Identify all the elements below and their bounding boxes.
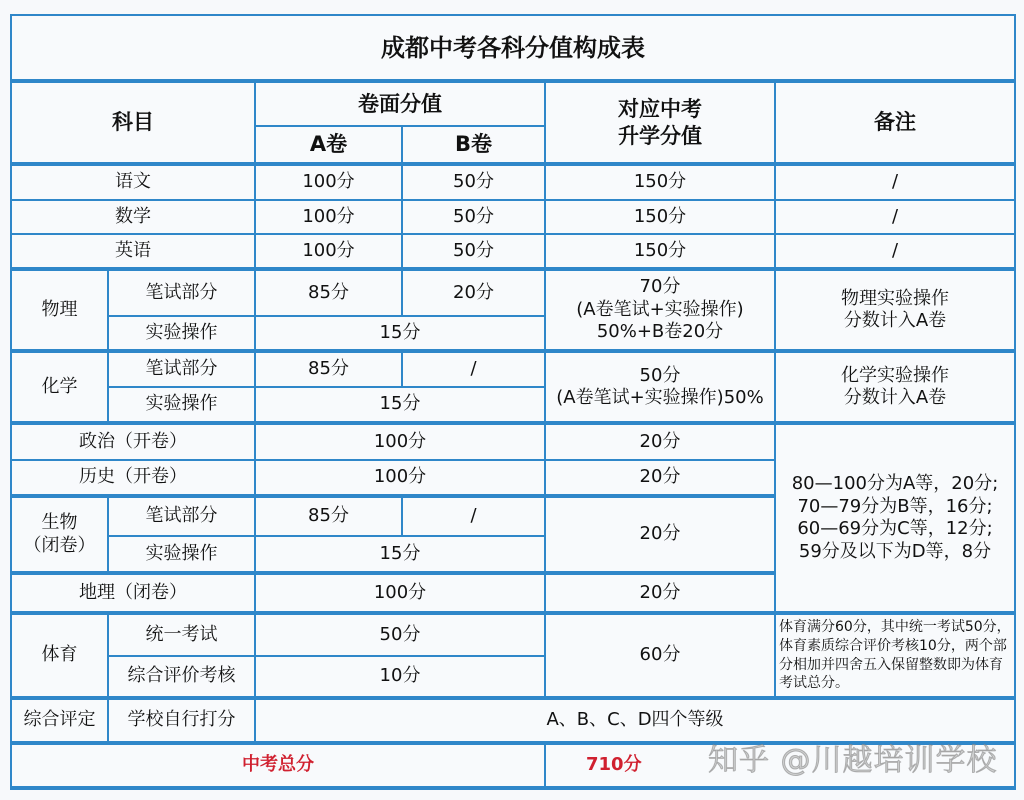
b-score: 20分 [402,269,545,316]
written-label: 笔试部分 [108,269,255,316]
header-subject: 科目 [11,81,255,164]
assessment-score: 10分 [255,656,545,698]
admission-score: 20分 [545,573,775,613]
admission-score: 60分 [545,613,775,698]
header-admission-score: 对应中考 升学分值 [545,81,775,164]
admission-score: 150分 [545,200,775,234]
lab-score: 15分 [255,536,545,573]
header-remarks: 备注 [775,81,1015,164]
a-score: 85分 [255,496,402,536]
a-score: 85分 [255,351,402,387]
a-score: 100分 [255,164,402,200]
table-row [11,269,1015,316]
total-label: 中考总分 [11,743,545,788]
table-title: 成都中考各科分值构成表 [11,15,1015,81]
remark: 物理实验操作 分数计入A卷 [775,269,1015,351]
b-score: / [402,496,545,536]
subject-cell: 语文 [11,164,255,200]
admission-score: 150分 [545,164,775,200]
a-score: 100分 [255,200,402,234]
header-paper-b: B卷 [402,126,545,164]
table-row [11,351,1015,387]
subject-cell: 生物 （闭卷） [11,496,108,573]
subject-cell: 数学 [11,200,255,234]
method: 学校自行打分 [108,698,255,743]
subject-cell: 政治（开卷） [11,423,255,460]
unified-label: 统一考试 [108,613,255,656]
admission-score: 70分 (A卷笔试+实验操作) 50%+B卷20分 [545,269,775,351]
grades: A、B、C、D四个等级 [255,698,1015,743]
admission-score: 20分 [545,423,775,460]
lab-label: 实验操作 [108,536,255,573]
lab-label: 实验操作 [108,316,255,351]
score: 100分 [255,460,545,496]
b-score: 50分 [402,200,545,234]
admission-score: 20分 [545,496,775,573]
subject-cell: 历史（开卷） [11,460,255,496]
remark: 体育满分60分，其中统一考试50分，体育素质综合评价考核10分，两个部分相加并四舍五入保留整数即为体育考试总分。 [775,613,1015,698]
subject-cell: 地理（闭卷） [11,573,255,613]
b-score: 50分 [402,164,545,200]
score-table [10,14,1016,790]
admission-score: 150分 [545,234,775,269]
subject-cell: 物理 [11,269,108,351]
admission-score: 50分 (A卷笔试+实验操作)50% [545,351,775,423]
table-row [11,698,1015,743]
subject-cell: 综合评定 [11,698,108,743]
written-label: 笔试部分 [108,351,255,387]
header-paper-score: 卷面分值 [255,81,545,126]
unified-score: 50分 [255,613,545,656]
written-label: 笔试部分 [108,496,255,536]
lab-score: 15分 [255,316,545,351]
assessment-label: 综合评价考核 [108,656,255,698]
total-row [11,743,1015,788]
subject-cell: 化学 [11,351,108,423]
remark: / [775,200,1015,234]
b-score: / [402,351,545,387]
table-row [11,613,1015,656]
score: 100分 [255,573,545,613]
table-row [11,200,1015,234]
lab-label: 实验操作 [108,387,255,423]
watermark: 知乎 @川越培训学校 [708,743,998,778]
b-score: 50分 [402,234,545,269]
grading-remark: 80—100分为A等，20分; 70—79分为B等，16分; 60—69分为C等，12分; 59分及以下为D等，8分 [775,423,1015,613]
remark: / [775,164,1015,200]
subject-cell: 体育 [11,613,108,698]
header-paper-a: A卷 [255,126,402,164]
total-value: 710分 [545,743,1015,788]
subject-cell: 英语 [11,234,255,269]
remark: 化学实验操作 分数计入A卷 [775,351,1015,423]
a-score: 85分 [255,269,402,316]
a-score: 100分 [255,234,402,269]
table-row [11,234,1015,269]
table-row [11,423,1015,460]
lab-score: 15分 [255,387,545,423]
table-row [11,164,1015,200]
remark: / [775,234,1015,269]
admission-score: 20分 [545,460,775,496]
score: 100分 [255,423,545,460]
